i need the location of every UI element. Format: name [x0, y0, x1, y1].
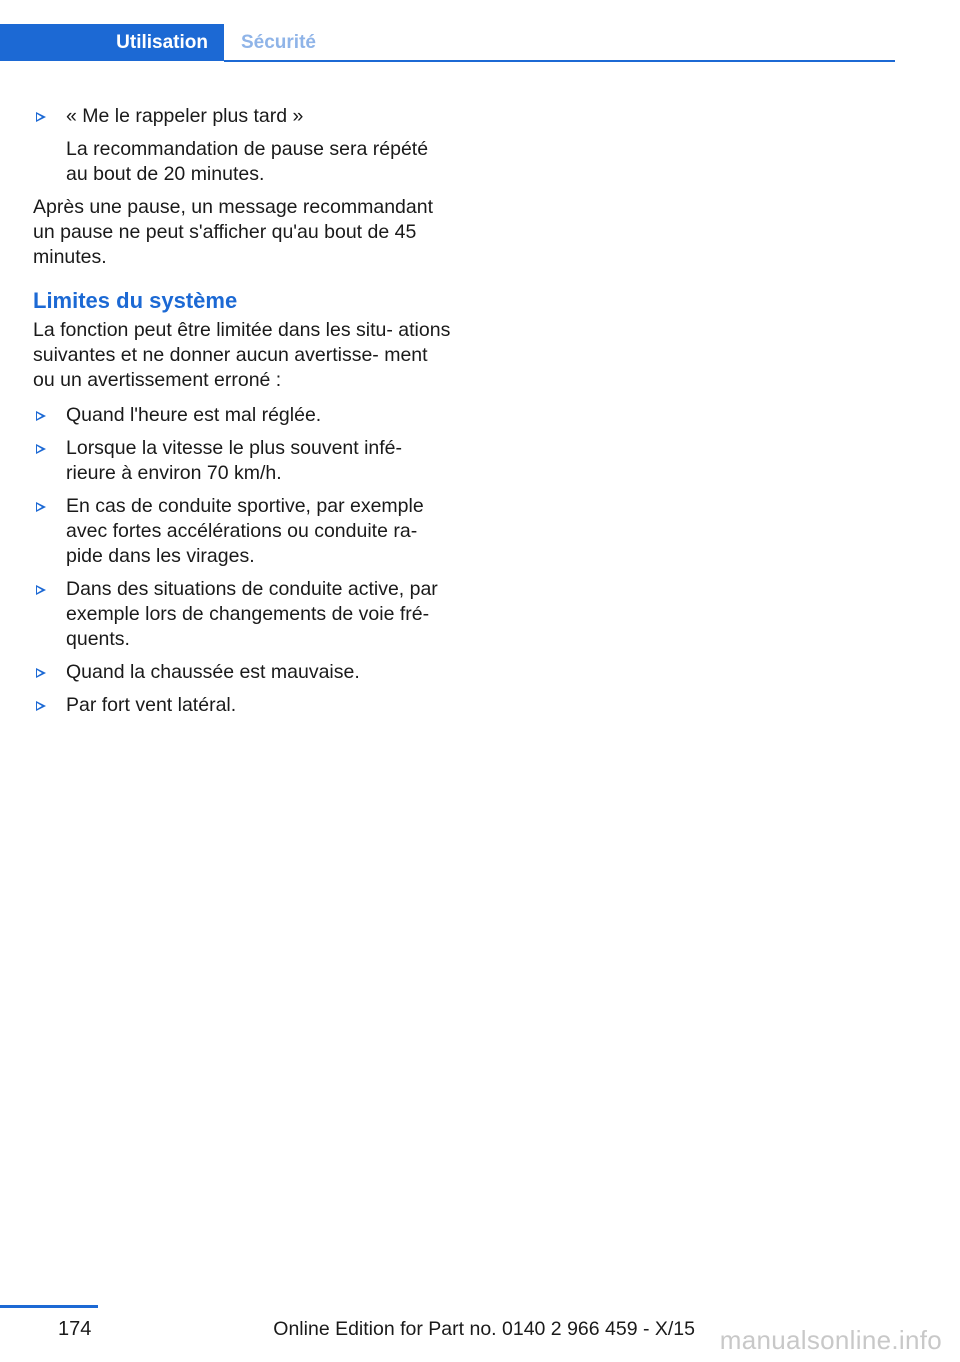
list-item [33, 660, 453, 685]
list-item [33, 577, 453, 652]
paragraph-after-pause: Après une pause, un message recommandant un pause ne peut s'afficher qu'au bout de 45 minutes. [33, 196, 433, 268]
list-item-text: En cas de conduite sportive, par exemple avec fortes accélérations ou conduite ra- pide dans les virages. [66, 495, 424, 567]
list-item-text: Lorsque la vitesse le plus souvent infé- rieure à environ 70 km/h. [66, 437, 403, 484]
tab-underline [224, 60, 895, 62]
list-item [33, 436, 453, 486]
list-item [33, 693, 453, 718]
tab-securite-label: Sécurité [241, 31, 316, 53]
bullet-triangle-icon [36, 112, 46, 122]
page-content [33, 104, 453, 726]
tab-securite [224, 24, 316, 61]
list-item-text: Dans des situations de conduite active, par exemple lors de changements de voie fré- quents. [66, 578, 438, 650]
list-item-text: Quand l'heure est mal réglée. [66, 404, 322, 426]
bullet-triangle-icon [36, 411, 46, 421]
section-tab-bar [0, 24, 895, 62]
bullet-triangle-icon [36, 502, 46, 512]
list-item [33, 494, 453, 569]
bullet-triangle-icon [36, 701, 46, 711]
bullet-triangle-icon [36, 585, 46, 595]
list-item [33, 104, 453, 129]
bullet-triangle-icon [36, 444, 46, 454]
list-item [33, 403, 453, 428]
tab-utilisation [0, 24, 224, 61]
tab-utilisation-label: Utilisation [116, 31, 208, 53]
page-number: 174 [58, 1318, 92, 1340]
list-item-subtext: La recommandation de pause sera répété au bout de 20 minutes. [66, 138, 429, 185]
list-item-text: « Me le rappeler plus tard » [66, 105, 304, 127]
section-intro: La fonction peut être limitée dans les situ- ations suivantes et ne donner aucun avertisse- ment ou un avertissement erroné : [33, 319, 451, 391]
list-item-text: Quand la chaussée est mauvaise. [66, 661, 360, 683]
section-heading: Limites du système [33, 288, 238, 313]
edition-line: Online Edition for Part no. 0140 2 966 459 - X/15 [273, 1318, 695, 1340]
footer-rule [0, 1305, 98, 1308]
bullet-triangle-icon [36, 668, 46, 678]
list-item-text: Par fort vent latéral. [66, 694, 237, 716]
watermark: manualsonline.info [719, 1325, 942, 1355]
